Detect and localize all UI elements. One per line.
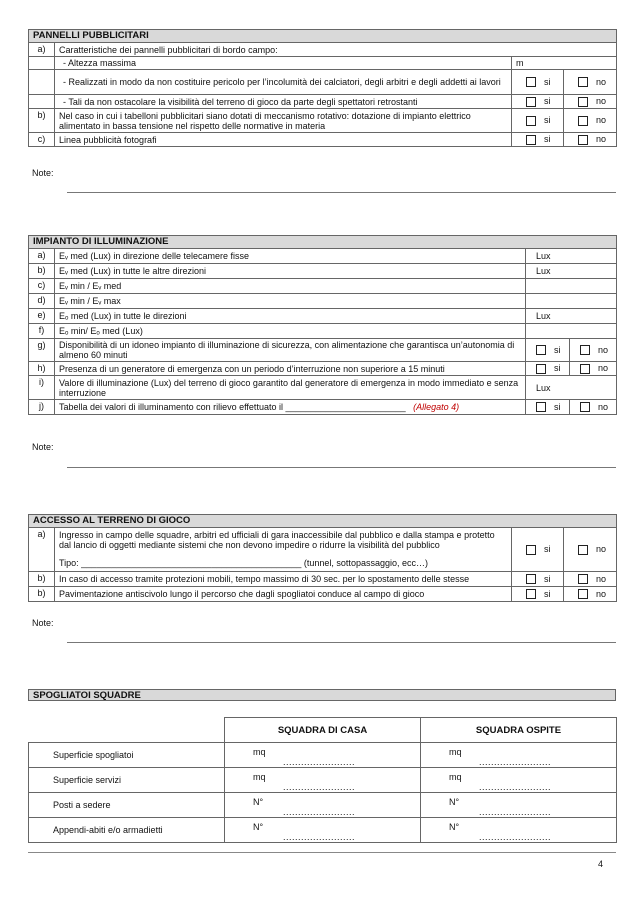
pannelli-c-no[interactable]: no <box>564 133 617 147</box>
realizzati-si[interactable]: si <box>512 70 564 95</box>
row-letter: b) <box>29 264 55 279</box>
ospite-value-field[interactable]: mq ........................ <box>421 743 617 768</box>
row-letter: a) <box>29 528 55 572</box>
casa-value-field[interactable]: mq ........................ <box>225 768 421 793</box>
row-letter: b) <box>29 109 55 133</box>
col-squadra-ospite: SQUADRA OSPITE <box>421 718 617 743</box>
lux-field[interactable]: Lux <box>526 264 617 279</box>
note-label: Note: <box>32 168 54 178</box>
pannelli-b-text: Nel caso in cui i tabelloni pubblicitari siano dotati di meccanismo rotativo: dotazione di impianto elettrico alimentato in bassa tensione nel rispetto delle normative in materia <box>55 109 512 133</box>
tali-no[interactable]: no <box>564 95 617 109</box>
accesso-b1-text: In caso di accesso tramite protezioni mobili, tempo massimo di 30 sec. per lo spostamento delle stesse <box>55 572 512 587</box>
realizzati-no[interactable]: no <box>564 70 617 95</box>
illum-row-text: Presenza di un generatore di emergenza con un periodo d’interruzione non superiore a 15 minuti <box>55 362 526 376</box>
pannelli-c-text: Linea pubblicità fotografi <box>55 133 512 147</box>
footer-rule <box>28 852 616 853</box>
row-letter: e) <box>29 309 55 324</box>
row-letter: f) <box>29 324 55 339</box>
row-letter: c) <box>29 133 55 147</box>
checkbox[interactable] <box>526 135 536 145</box>
note-line-accesso[interactable] <box>67 642 616 643</box>
unit-m: m <box>516 58 524 68</box>
illum-h-no[interactable]: no <box>570 362 617 376</box>
accesso-a-si[interactable]: si <box>512 528 564 572</box>
row-letter: j) <box>29 400 55 415</box>
row-letter: i) <box>29 376 55 400</box>
checkbox[interactable] <box>526 589 536 599</box>
row-label: Appendi-abiti e/o armadietti <box>29 818 225 843</box>
checkbox[interactable] <box>580 402 590 412</box>
pannelli-c-si[interactable]: si <box>512 133 564 147</box>
illum-row-text: Eₒ min/ Eₒ med (Lux) <box>55 324 526 339</box>
checkbox[interactable] <box>526 545 536 555</box>
row-letter: a) <box>29 43 55 57</box>
pannelli-a-text: Caratteristiche dei pannelli pubblicitari di bordo campo: <box>55 43 617 57</box>
allegato-ref: (Allegato 4) <box>413 402 460 412</box>
tali-si[interactable]: si <box>512 95 564 109</box>
pannelli-section <box>28 29 617 147</box>
illum-row-text: Eᵥ med (Lux) in tutte le altre direzioni <box>55 264 526 279</box>
checkbox[interactable] <box>578 97 588 107</box>
ospite-value-field[interactable]: N° ........................ <box>421 818 617 843</box>
col-squadra-casa: SQUADRA DI CASA <box>225 718 421 743</box>
row-letter: b) <box>29 572 55 587</box>
accesso-b1-no[interactable]: no <box>564 572 617 587</box>
lux-field[interactable]: Lux <box>526 376 617 400</box>
checkbox[interactable] <box>536 402 546 412</box>
checkbox[interactable] <box>526 574 536 584</box>
illum-row-text: Eᵥ min / Eᵥ max <box>55 294 526 309</box>
checkbox[interactable] <box>578 116 588 126</box>
accesso-a-no[interactable]: no <box>564 528 617 572</box>
value-field[interactable] <box>526 294 617 309</box>
checkbox[interactable] <box>578 135 588 145</box>
illum-row-text: Disponibilità di un idoneo impianto di illuminazione di sicurezza, con alimentazione che garantisca un’autonomia di almeno 60 minuti <box>55 339 526 362</box>
tali-label: - Tali da non ostacolare la visibilità del terreno di gioco da parte degli spettatori retrostanti <box>55 95 512 109</box>
accesso-title: ACCESSO AL TERRENO DI GIOCO <box>29 515 617 528</box>
casa-value-field[interactable]: N° ........................ <box>225 818 421 843</box>
row-letter: d) <box>29 294 55 309</box>
row-letter: g) <box>29 339 55 362</box>
row-label: Superficie spogliatoi <box>29 743 225 768</box>
checkbox[interactable] <box>578 574 588 584</box>
casa-value-field[interactable]: N° ........................ <box>225 793 421 818</box>
checkbox[interactable] <box>536 345 546 355</box>
checkbox[interactable] <box>526 97 536 107</box>
accesso-b2-si[interactable]: si <box>512 587 564 602</box>
illuminazione-section <box>28 235 617 415</box>
accesso-section <box>28 514 617 602</box>
checkbox[interactable] <box>580 345 590 355</box>
lux-field[interactable]: Lux <box>526 309 617 324</box>
ospite-value-field[interactable]: N° ........................ <box>421 793 617 818</box>
checkbox[interactable] <box>536 364 546 374</box>
checkbox[interactable] <box>578 545 588 555</box>
checkbox[interactable] <box>526 116 536 126</box>
row-letter: c) <box>29 279 55 294</box>
pannelli-b-no[interactable]: no <box>564 109 617 133</box>
checkbox[interactable] <box>526 77 536 87</box>
note-line-illuminazione[interactable] <box>67 467 616 468</box>
illum-row-text: Tabella dei valori di illuminamento con rilievo effettuato il ________________________ (Allegato 4) <box>55 400 526 415</box>
ospite-value-field[interactable]: mq ........................ <box>421 768 617 793</box>
illum-j-si[interactable]: si <box>526 400 570 415</box>
spogliatoi-table <box>28 717 617 843</box>
value-field[interactable] <box>526 324 617 339</box>
row-label: Posti a sedere <box>29 793 225 818</box>
altezza-value-field[interactable] <box>512 57 617 70</box>
pannelli-b-si[interactable]: si <box>512 109 564 133</box>
accesso-b2-text: Pavimentazione antiscivolo lungo il percorso che dagli spogliatoi conduce al campo di gioco <box>55 587 512 602</box>
row-letter: h) <box>29 362 55 376</box>
illum-g-no[interactable]: no <box>570 339 617 362</box>
checkbox[interactable] <box>580 364 590 374</box>
lux-field[interactable]: Lux <box>526 249 617 264</box>
accesso-b2-no[interactable]: no <box>564 587 617 602</box>
casa-value-field[interactable]: mq ........................ <box>225 743 421 768</box>
checkbox[interactable] <box>578 77 588 87</box>
note-label: Note: <box>32 618 54 628</box>
row-letter: b) <box>29 587 55 602</box>
illum-row-text: Valore di illuminazione (Lux) del terreno di gioco garantito dal generatore di emergenza in modo immediato e senza interruzione <box>55 376 526 400</box>
checkbox[interactable] <box>578 589 588 599</box>
illum-g-si[interactable]: si <box>526 339 570 362</box>
accesso-b1-si[interactable]: si <box>512 572 564 587</box>
altezza-label: - Altezza massima <box>55 57 512 70</box>
page-number: 4 <box>598 859 604 869</box>
illum-j-no[interactable]: no <box>570 400 617 415</box>
illum-h-si[interactable]: si <box>526 362 570 376</box>
note-label: Note: <box>32 442 54 452</box>
tipo-field[interactable]: Tipo: ____________________________________________ (tunnel, sottopassaggio, ecc…) <box>59 558 428 568</box>
pannelli-title: PANNELLI PUBBLICITARI <box>29 30 617 43</box>
illum-row-text: Eᵥ med (Lux) in direzione delle telecamere fisse <box>55 249 526 264</box>
illum-row-text: Eₒ med (Lux) in tutte le direzioni <box>55 309 526 324</box>
illuminazione-title: IMPIANTO DI ILLUMINAZIONE <box>29 236 617 249</box>
note-line-pannelli[interactable] <box>67 192 616 193</box>
realizzati-label: - Realizzati in modo da non costituire pericolo per l’incolumità dei calciatori, degli arbitri e degli addetti ai lavori <box>55 70 512 95</box>
value-field[interactable] <box>526 279 617 294</box>
row-label: Superficie servizi <box>29 768 225 793</box>
accesso-a-text: Ingresso in campo delle squadre, arbitri ed ufficiali di gara inaccessibile dal pubblico e dalla stampa e protetto dal lancio di oggetti mediante sistemi che non devono impedire o ridurre la visibilità del pubblico Tipo: ____________________________________________ (tunnel, sottopassaggio, ecc…) <box>55 528 512 572</box>
row-letter: a) <box>29 249 55 264</box>
illum-row-text: Eᵥ min / Eᵥ med <box>55 279 526 294</box>
spogliatoi-title: SPOGLIATOI SQUADRE <box>28 689 616 701</box>
